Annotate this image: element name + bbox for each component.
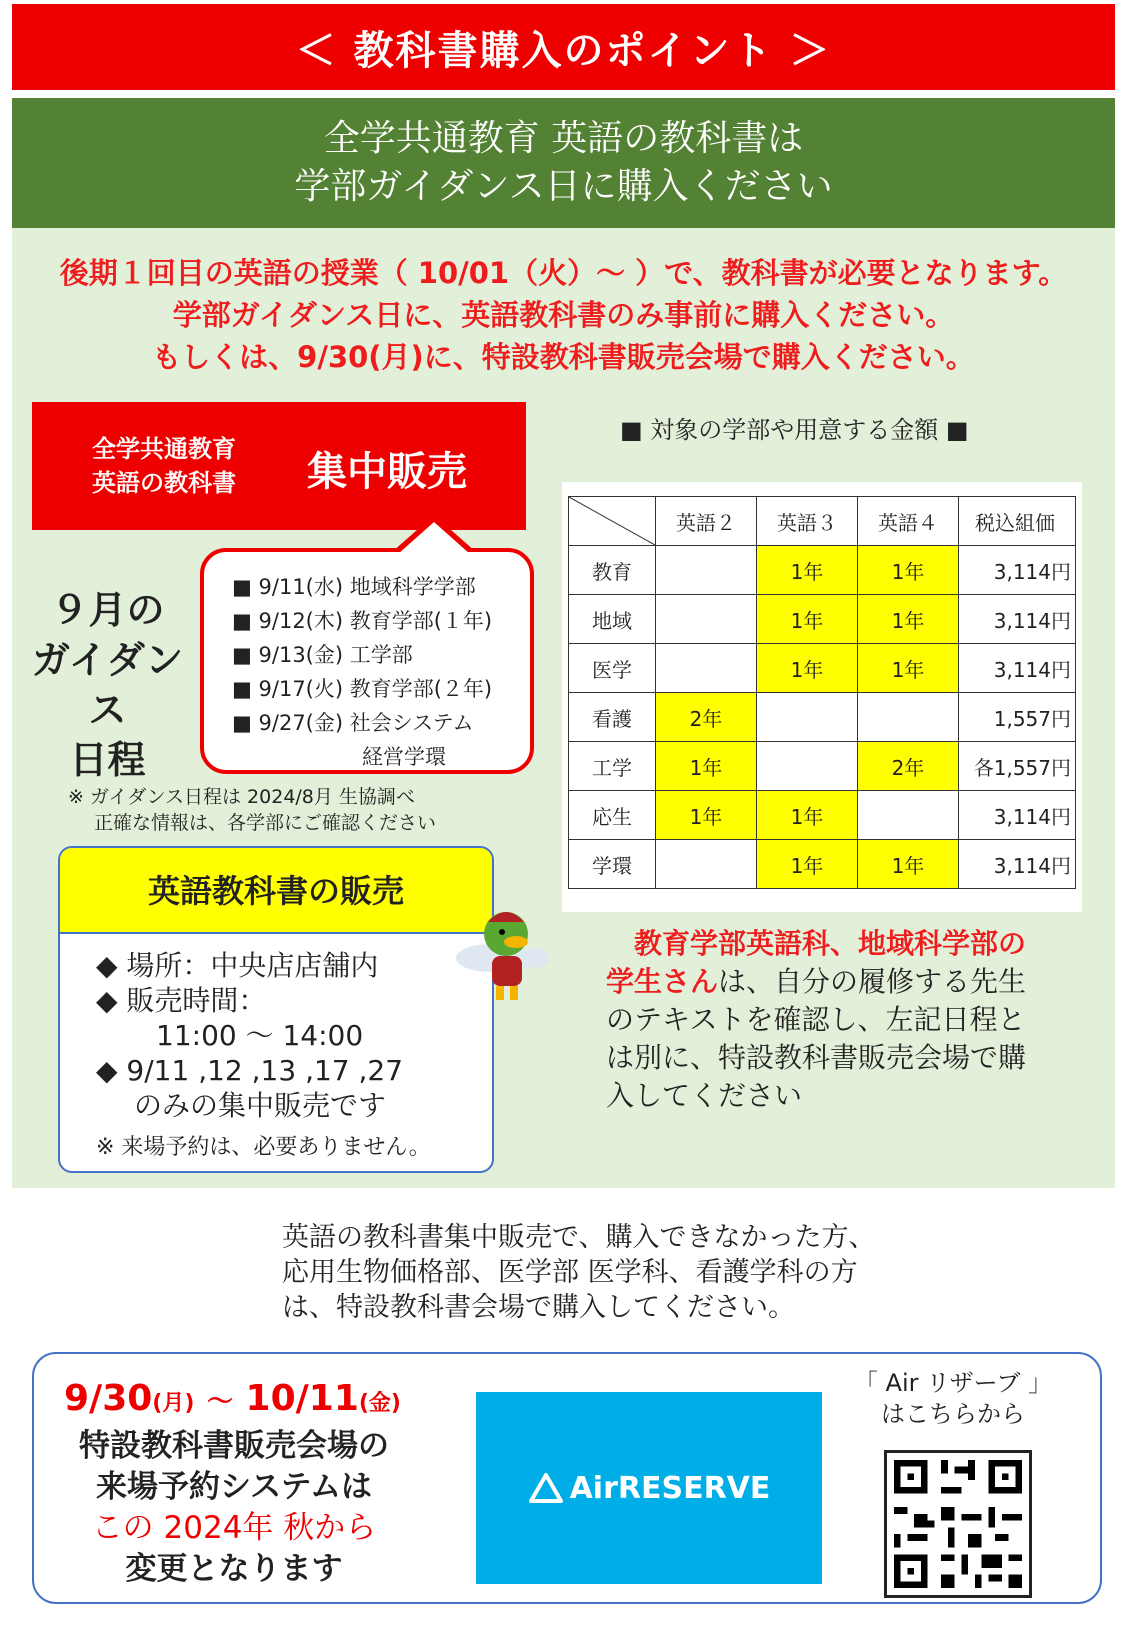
qr-label-line-2: はこちらから bbox=[881, 1400, 1025, 1428]
english2-cell bbox=[656, 840, 757, 889]
bottom-note-line-2: 応用生物価格部、医学部 医学科、看護学科の方 bbox=[282, 1257, 858, 1288]
english3-cell bbox=[757, 742, 858, 791]
label-line-1: 全学共通教育 bbox=[92, 435, 236, 463]
price-cell: 3,114円 bbox=[959, 791, 1076, 840]
guidance-title-line-3: 日程 bbox=[69, 738, 146, 782]
faculty-cell: 学環 bbox=[569, 840, 656, 889]
faculty-cell: 教育 bbox=[569, 546, 656, 595]
footnote-line-1: ※ ガイダンス日程は 2024/8月 生協調べ bbox=[68, 786, 415, 808]
page-title: ＜ 教科書購入のポイント ＞ bbox=[12, 4, 1115, 90]
intensive-sales-box bbox=[32, 402, 526, 530]
header-english4: 英語４ bbox=[858, 497, 959, 546]
day-end: (金) bbox=[358, 1391, 401, 1416]
fee-table-title: ■ 対象の学部や用意する金額 ■ bbox=[620, 416, 969, 444]
english3-cell: 1年 bbox=[757, 840, 858, 889]
english2-cell bbox=[656, 595, 757, 644]
airreserve-triangle-icon bbox=[528, 1472, 564, 1504]
guidance-title-line-1: ９月の bbox=[50, 588, 165, 632]
header-english3: 英語３ bbox=[757, 497, 858, 546]
airreserve-logo-text: AirRESERVE bbox=[569, 1470, 771, 1506]
date-end: 10/11 bbox=[245, 1378, 359, 1419]
subtitle-line-1: 全学共通教育 英語の教科書は bbox=[323, 118, 804, 159]
date-separator: ～ bbox=[206, 1387, 233, 1417]
table-row bbox=[569, 595, 1076, 644]
english2-cell: 1年 bbox=[656, 791, 757, 840]
textbook-sale-title: 英語教科書の販売 bbox=[60, 848, 492, 934]
english4-cell: 2年 bbox=[858, 742, 959, 791]
schedule-item: ■ 9/27(金) 社会システム bbox=[232, 711, 474, 735]
note-rest: は、自分の履修する先生のテキストを確認し、左記日程とは別に、特設教科書販売会場で購入してください bbox=[606, 965, 1027, 1112]
header-price: 税込組価 bbox=[959, 497, 1076, 546]
faculty-cell: 工学 bbox=[569, 742, 656, 791]
schedule-item: ■ 9/11(水) 地域科学学部 bbox=[232, 575, 476, 599]
bottom-note-line-3: は、特設教科書会場で購入してください。 bbox=[282, 1292, 795, 1323]
sale-time-value: 11:00 ～ 14:00 bbox=[156, 1019, 364, 1052]
date-start: 9/30 bbox=[64, 1378, 153, 1419]
reservation-line-2: 来場予約システムは bbox=[96, 1469, 372, 1505]
english3-cell: 1年 bbox=[757, 644, 858, 693]
notice-line-1: 後期１回目の英語の授業（ 10/01（火）～ ）で、教科書が必要となります。 bbox=[59, 256, 1068, 290]
reservation-text bbox=[64, 1426, 404, 1590]
bottom-note-line-1: 英語の教科書集中販売で、購入できなかった方、 bbox=[282, 1222, 876, 1253]
english4-cell bbox=[858, 791, 959, 840]
faculty-cell: 応生 bbox=[569, 791, 656, 840]
qr-label bbox=[848, 1368, 1058, 1430]
english3-cell bbox=[757, 693, 858, 742]
english2-cell bbox=[656, 546, 757, 595]
english4-cell: 1年 bbox=[858, 595, 959, 644]
table-header-row bbox=[569, 497, 1076, 546]
subtitle-line-2: 学部ガイダンス日に購入ください bbox=[294, 166, 833, 207]
mascot-image bbox=[450, 900, 558, 1008]
callout-tail-fill bbox=[398, 522, 470, 554]
faculty-cell: 医学 bbox=[569, 644, 656, 693]
table-row bbox=[569, 742, 1076, 791]
notice-line-2: 学部ガイダンス日に、英語教科書のみ事前に購入ください。 bbox=[172, 298, 955, 332]
guidance-title-line-2: ガイダンス bbox=[31, 638, 184, 732]
english4-cell: 1年 bbox=[858, 644, 959, 693]
note-red-part-1: 教育学部英語科、地域科学部の bbox=[634, 927, 1027, 960]
sale-time-label: ◆ 販売時間： bbox=[96, 984, 267, 1017]
sale-note: ※ 来場予約は、必要ありません。 bbox=[96, 1135, 431, 1160]
reservation-line-4: 変更となります bbox=[125, 1551, 343, 1587]
english2-cell: 1年 bbox=[656, 742, 757, 791]
english3-cell: 1年 bbox=[757, 546, 858, 595]
english-dept-note bbox=[606, 925, 1046, 1115]
price-cell: 3,114円 bbox=[959, 840, 1076, 889]
day-start: (月) bbox=[152, 1391, 195, 1416]
price-cell: 3,114円 bbox=[959, 644, 1076, 693]
english4-cell bbox=[858, 693, 959, 742]
english4-cell: 1年 bbox=[858, 840, 959, 889]
faculty-cell: 看護 bbox=[569, 693, 656, 742]
price-cell: 3,114円 bbox=[959, 595, 1076, 644]
english3-cell: 1年 bbox=[757, 595, 858, 644]
schedule-item: ■ 9/13(金) 工学部 bbox=[232, 643, 413, 667]
notice-text bbox=[12, 252, 1115, 378]
notice-line-3: もしくは、9/30(月)に、特設教科書販売会場で購入ください。 bbox=[152, 340, 975, 374]
reservation-line-1: 特設教科書販売会場の bbox=[79, 1428, 389, 1464]
reservation-dates bbox=[64, 1378, 401, 1419]
price-cell: 1,557円 bbox=[959, 693, 1076, 742]
schedule-item: ■ 9/12(木) 教育学部(１年) bbox=[232, 609, 493, 633]
english2-cell bbox=[656, 644, 757, 693]
note-red-part-2: 学生さん bbox=[606, 965, 719, 998]
table-row bbox=[569, 693, 1076, 742]
table-row bbox=[569, 644, 1076, 693]
english3-cell: 1年 bbox=[757, 791, 858, 840]
header-english2: 英語２ bbox=[656, 497, 757, 546]
sale-place: ◆ 場所：中央店店舗内 bbox=[96, 949, 379, 982]
english2-cell: 2年 bbox=[656, 693, 757, 742]
price-cell: 各1,557円 bbox=[959, 742, 1076, 791]
airreserve-logo[interactable] bbox=[476, 1392, 822, 1584]
subtitle-banner bbox=[12, 98, 1115, 228]
intensive-sales-label bbox=[92, 432, 236, 500]
guidance-footnote bbox=[68, 784, 436, 836]
table-row bbox=[569, 546, 1076, 595]
price-cell: 3,114円 bbox=[959, 546, 1076, 595]
diagonal-header-cell bbox=[569, 497, 656, 546]
qr-label-line-1: 「 Air リザーブ 」 bbox=[853, 1369, 1053, 1397]
faculty-cell: 地域 bbox=[569, 595, 656, 644]
sale-days-cont: のみの集中販売です bbox=[134, 1089, 387, 1122]
schedule-item: ■ 9/17(火) 教育学部(２年) bbox=[232, 677, 493, 701]
intensive-sales-title: 集中販売 bbox=[307, 449, 467, 495]
guidance-schedule-callout bbox=[200, 548, 534, 774]
fee-table bbox=[568, 496, 1076, 889]
footnote-line-2: 正確な情報は、各学部にご確認ください bbox=[94, 812, 437, 834]
label-line-2: 英語の教科書 bbox=[92, 469, 236, 497]
english4-cell: 1年 bbox=[858, 546, 959, 595]
table-row bbox=[569, 791, 1076, 840]
table-row bbox=[569, 840, 1076, 889]
textbook-sale-details bbox=[96, 948, 496, 1123]
guidance-title bbox=[20, 585, 195, 785]
reservation-line-3: この 2024年 秋から bbox=[91, 1510, 377, 1546]
bottom-note bbox=[282, 1220, 875, 1325]
schedule-item-continued: 経営学環 bbox=[362, 745, 446, 769]
qr-code-icon[interactable] bbox=[884, 1450, 1032, 1598]
sale-days: ◆ 9/11 ,12 ,13 ,17 ,27 bbox=[96, 1054, 404, 1087]
